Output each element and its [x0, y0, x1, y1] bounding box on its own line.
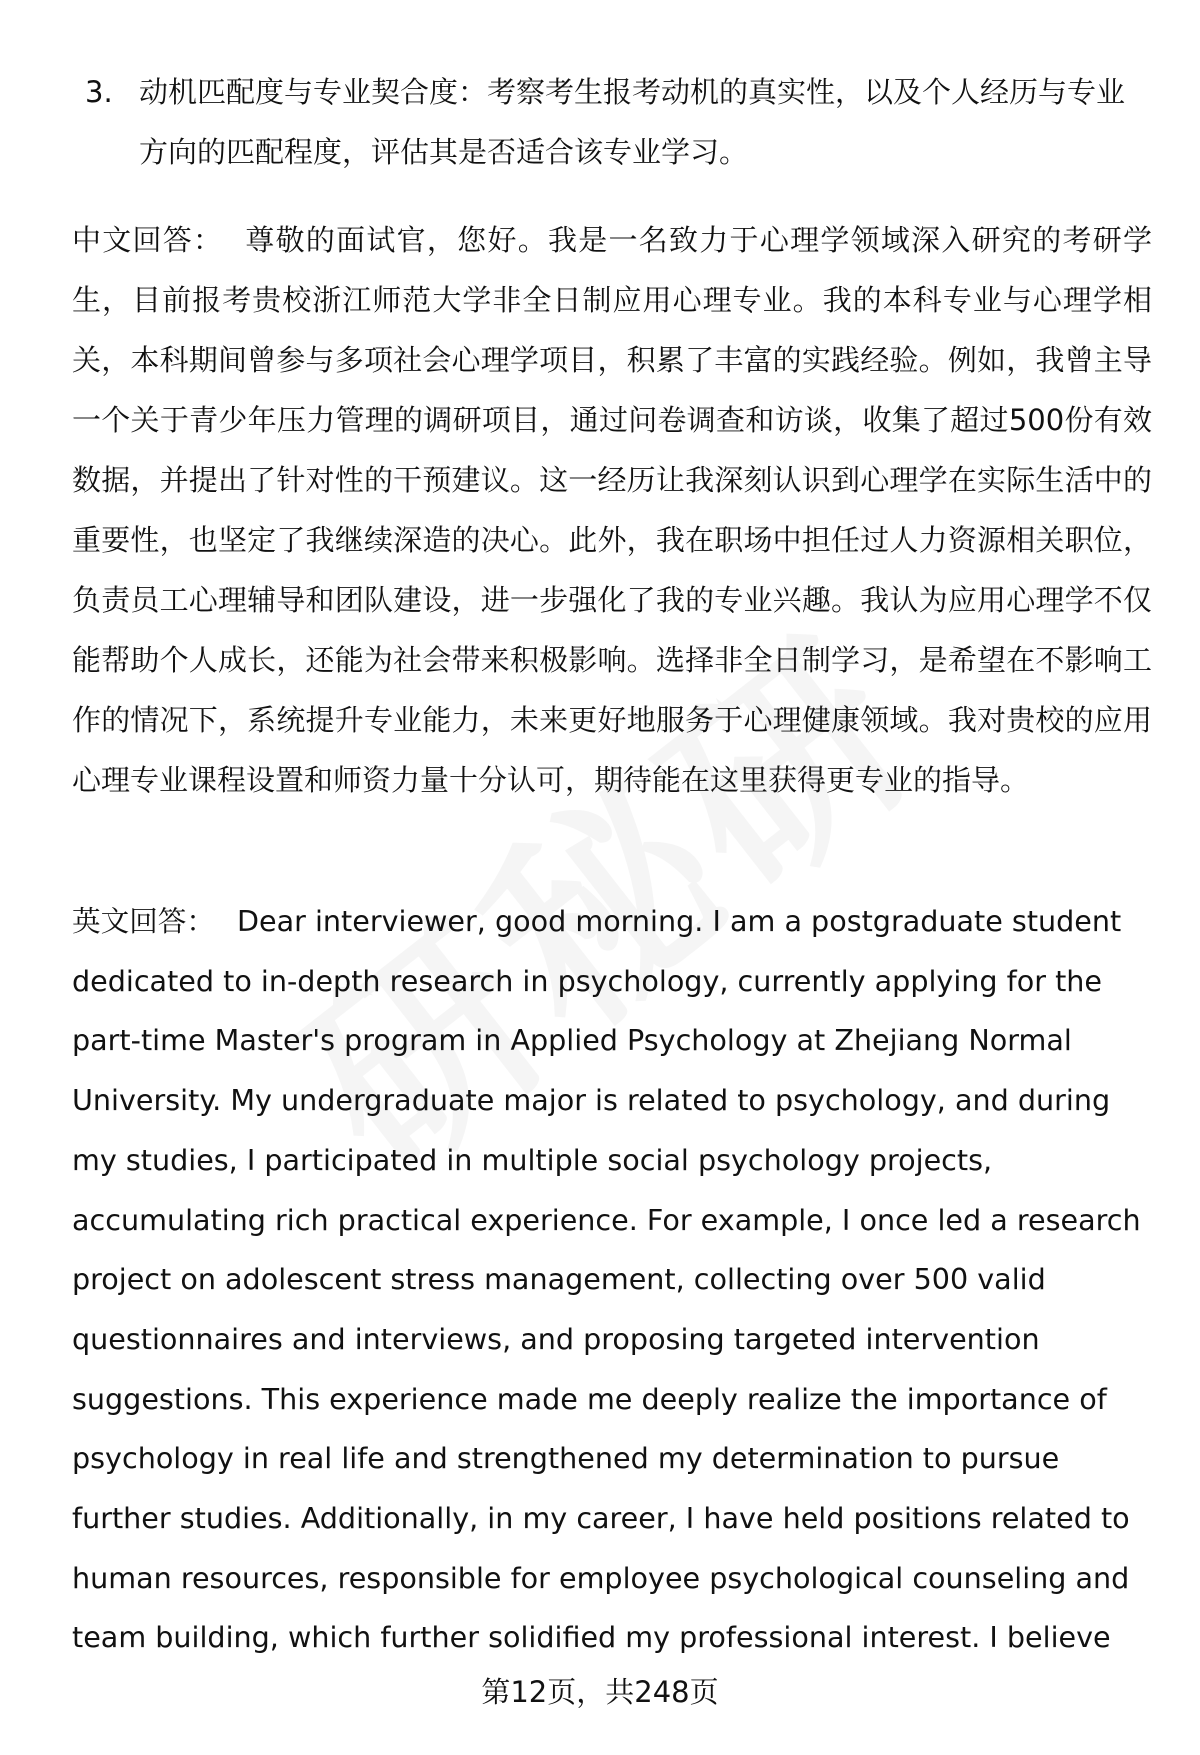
- page-footer: 第12页，共248页: [481, 1675, 719, 1709]
- chinese-answer-paragraph: [72, 210, 1152, 810]
- criteria-list-item: [72, 62, 1152, 182]
- english-answer-text: Dear interviewer, good morning. I am a postgraduate student dedicated to in-depth research in psychology, currently applying for the part-time Master's program in Applied Psychology at Zhejiang Normal University. My undergraduate major is related to psychology, and during my studies, I participated in multiple social psychology projects, accumulating rich practical experience. For example, I once led a research project on adolescent stress management, collecting over 500 valid questionnaires and interviews, and proposing targeted intervention suggestions. This experience made me deeply realize the importance of psychology in real life and strengthened my determination to pursue further studies. Additionally, in my career, I have held positions related to human resources, responsible for employee psychological counseling and team building, which further solidified my professional interest. I believe: [72, 904, 1141, 1655]
- english-answer-label: 英文回答：: [72, 904, 215, 938]
- english-answer-paragraph: [72, 892, 1152, 1668]
- chinese-answer-text: 尊敬的面试官，您好。我是一名致力于心理学领域深入研究的考研学生，目前报考贵校浙江师范大学非全日制应用心理专业。我的本科专业与心理学相关，本科期间曾参与多项社会心理学项目，积累了丰富的实践经验。例如，我曾主导一个关于青少年压力管理的调研项目，通过问卷调查和访谈，收集了超过500份有效数据，并提出了针对性的干预建议。这一经历让我深刻认识到心理学在实际生活中的重要性，也坚定了我继续深造的决心。此外，我在职场中担任过人力资源相关职位，负责员工心理辅导和团队建设，进一步强化了我的专业兴趣。我认为应用心理学不仅能帮助个人成长，还能为社会带来积极影响。选择非全日制学习，是希望在不影响工作的情况下，系统提升专业能力，未来更好地服务于心理健康领域。我对贵校的应用心理专业课程设置和师资力量十分认可，期待能在这里获得更专业的指导。: [72, 223, 1152, 797]
- chinese-answer-label: 中文回答：: [72, 223, 224, 257]
- list-item-number: 3.: [85, 75, 113, 109]
- list-item-text: 动机匹配度与专业契合度：考察考生报考动机的真实性，以及个人经历与专业方向的匹配程度，评估其是否适合该专业学习。: [139, 75, 1126, 169]
